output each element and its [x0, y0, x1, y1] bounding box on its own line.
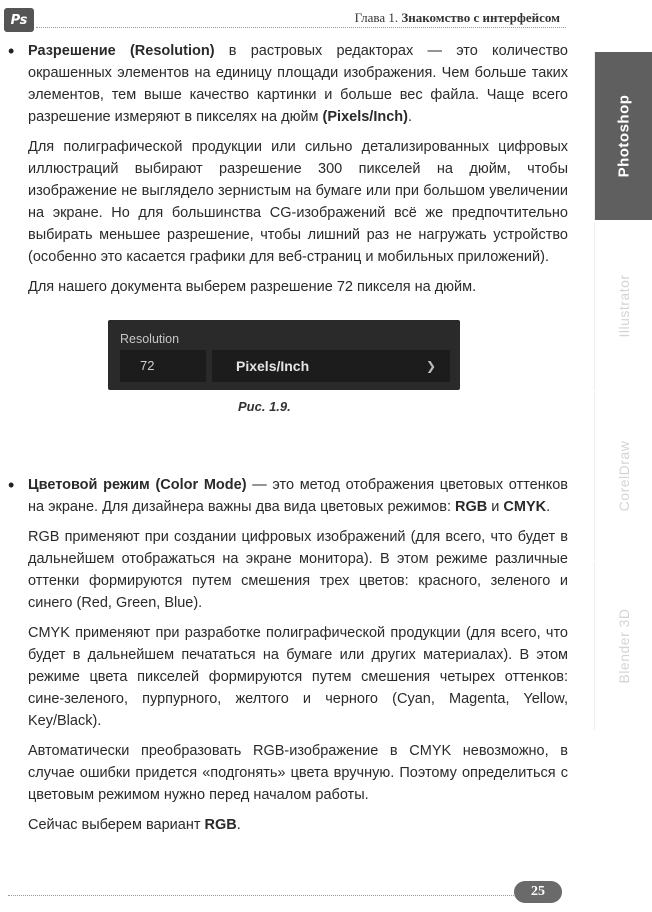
resolution-unit-value: Pixels/Inch [236, 358, 310, 374]
chapter-heading [355, 10, 560, 26]
resolution-label: Resolution [120, 332, 180, 346]
conversion-paragraph: Автоматически преобразовать RGB-изображение в CMYK невозможно, в случае ошибки придется «подгонять» цвета вручную. Поэтому определиться с цветовым режимом нужно перед началом работы. [28, 743, 568, 803]
header-divider [36, 27, 566, 28]
color-mode-bullet [8, 474, 568, 518]
tab-blender[interactable] [594, 562, 652, 730]
page-content [8, 40, 568, 844]
resolution-term: Разрешение (Resolution) [28, 43, 215, 59]
pixels-inch-term: (Pixels/Inch) [322, 109, 408, 125]
and-text: и [487, 499, 504, 515]
tab-illustrator-label: Illustrator [615, 274, 632, 338]
page-number: 25 [514, 881, 562, 903]
tab-photoshop[interactable] [594, 52, 652, 220]
rgb-paragraph: RGB применяют при создании цифровых изображений (для всего, что будет в дальнейшем отображаться на экране монитора). В этом режиме различные оттенки формируются путем смешения трех цветов: красного, зеленого и синего (Red, Green, Blue). [28, 529, 568, 611]
chapter-title: Знакомство с интерфейсом [401, 10, 560, 25]
cmyk-term: CMYK [503, 499, 547, 515]
choice-value: RGB [204, 817, 237, 833]
choice-end: . [236, 817, 241, 833]
photoshop-badge-icon: Ps [4, 8, 34, 32]
tab-photoshop-label: Photoshop [615, 94, 632, 178]
resolution-intro: в растровых редакторах — это количество окрашенных элементов на единицу площади изображения. Чем больше таких элементов, тем выше качество картинки и больше вес файла. Чаще всего разрешение измеряют в пикселях на дюйм [28, 43, 568, 125]
section-tabs [594, 52, 652, 732]
resolution-paragraph-2: Для нашего документа выберем разрешение 72 пикселя на дюйм. [28, 279, 477, 295]
color-mode-term: Цветовой режим (Color Mode) [28, 477, 247, 493]
resolution-unit-select[interactable] [212, 350, 450, 382]
resolution-intro-end: . [407, 109, 412, 125]
color-mode-intro: — это метод отображения цветовых оттенков на экране. Для дизайнера важны два вида цветовых режимов: [28, 477, 568, 515]
tab-illustrator[interactable] [594, 222, 652, 390]
color-mode-intro-end: . [546, 499, 551, 515]
tab-blender-label: Blender 3D [615, 608, 632, 684]
rgb-term: RGB [455, 499, 488, 515]
resolution-input[interactable]: 72 [120, 350, 206, 382]
cmyk-paragraph: CMYK применяют при разработке полиграфической продукции (для всего, что будет в дальнейшем печататься на бумаге или других материалах). В этом режиме цвета пикселей формируются путем смешения четырех оттенков: сине-зеленого, пурпурного, желтого и черного (Cyan, Magenta, Yellow, Key/Black). [28, 625, 568, 729]
resolution-paragraph-1: Для полиграфической продукции или сильно детализированных цифровых иллюстраций выбирают разрешение 300 пикселей на дюйм, чтобы изображение не выглядело зернистым на бумаге или при большом увеличении на экране. Но для большинства CG-изображений всё же предпочтительно выбирать меньшее разрешение, чтобы лишний раз не нагружать устройство (особенно это касается графики для веб-страниц и мобильных приложений). [28, 139, 568, 265]
footer-divider [8, 895, 514, 896]
chapter-prefix: Глава 1. [354, 10, 402, 25]
resolution-widget [108, 320, 460, 390]
chevron-down-icon: ❯ [425, 359, 436, 373]
choice-prefix: Сейчас выберем вариант [28, 817, 205, 833]
tab-coreldraw-label: CorelDraw [615, 440, 632, 512]
choice-paragraph [8, 814, 568, 836]
figure-caption: Рис. 1.9. [238, 399, 291, 414]
tab-coreldraw[interactable] [594, 392, 652, 560]
resolution-bullet [8, 40, 568, 128]
